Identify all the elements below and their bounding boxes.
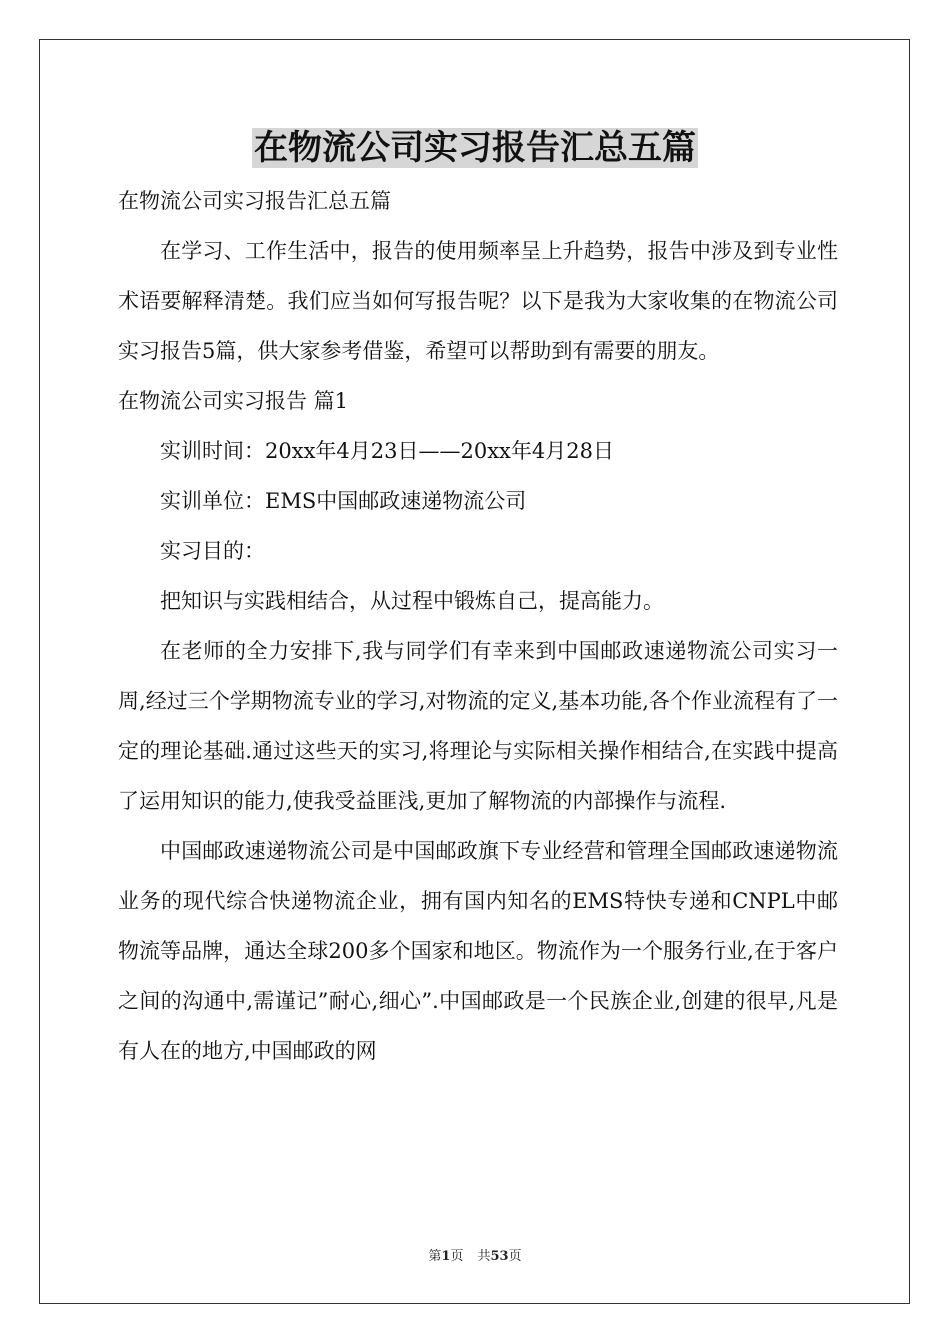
- document-title-text: 在物流公司实习报告汇总五篇: [254, 128, 696, 168]
- document-title: [0, 126, 950, 170]
- page-footer: [0, 1248, 950, 1266]
- body-paragraph: 中国邮政速递物流公司是中国邮政旗下专业经营和管理全国邮政速递物流业务的现代综合快递物流企业，拥有国内知名的EMS特快专递和CNPL中邮物流等品牌，通达全球200多个国家和地区。物流作为一个服务行业,在于客户之间的沟通中,需谨记”耐心,细心”.中国邮政是一个民族企业,创建的很早,凡是有人在的地方,中国邮政的网: [118, 839, 838, 1063]
- purpose-label-paragraph: 实习目的：: [160, 539, 265, 563]
- footer-total-prefix: 共: [477, 1249, 491, 1264]
- footer-total-suffix: 页: [508, 1249, 522, 1264]
- document-body: [118, 176, 838, 1076]
- subtitle-paragraph: 在物流公司实习报告汇总五篇: [118, 189, 391, 213]
- training-unit-paragraph: 实训单位：EMS中国邮政速递物流公司: [160, 489, 527, 513]
- footer-total-pages: 53: [490, 1249, 509, 1264]
- intro-paragraph: 在学习、工作生活中，报告的使用频率呈上升趋势，报告中涉及到专业性术语要解释清楚。我们应当如何写报告呢？以下是我为大家收集的在物流公司实习报告5篇，供大家参考借鉴，希望可以帮助到有需要的朋友。: [118, 239, 838, 363]
- training-time-paragraph: 实训时间：20xx年4月23日——20xx年4月28日: [160, 439, 614, 463]
- body-paragraph: 在老师的全力安排下,我与同学们有幸来到中国邮政速递物流公司实习一周,经过三个学期物流专业的学习,对物流的定义,基本功能,各个作业流程有了一定的理论基础.通过这些天的实习,将理论与实际相关操作相结合,在实践中提高了运用知识的能力,使我受益匪浅,更加了解物流的内部操作与流程.: [118, 639, 838, 813]
- purpose-paragraph: 把知识与实践相结合，从过程中锻炼自己，提高能力。: [160, 589, 664, 613]
- footer-page-number: 1: [441, 1249, 451, 1264]
- footer-page-suffix: 页: [450, 1249, 464, 1264]
- section-heading: 在物流公司实习报告 篇1: [118, 389, 349, 413]
- footer-page-prefix: 第: [428, 1249, 442, 1264]
